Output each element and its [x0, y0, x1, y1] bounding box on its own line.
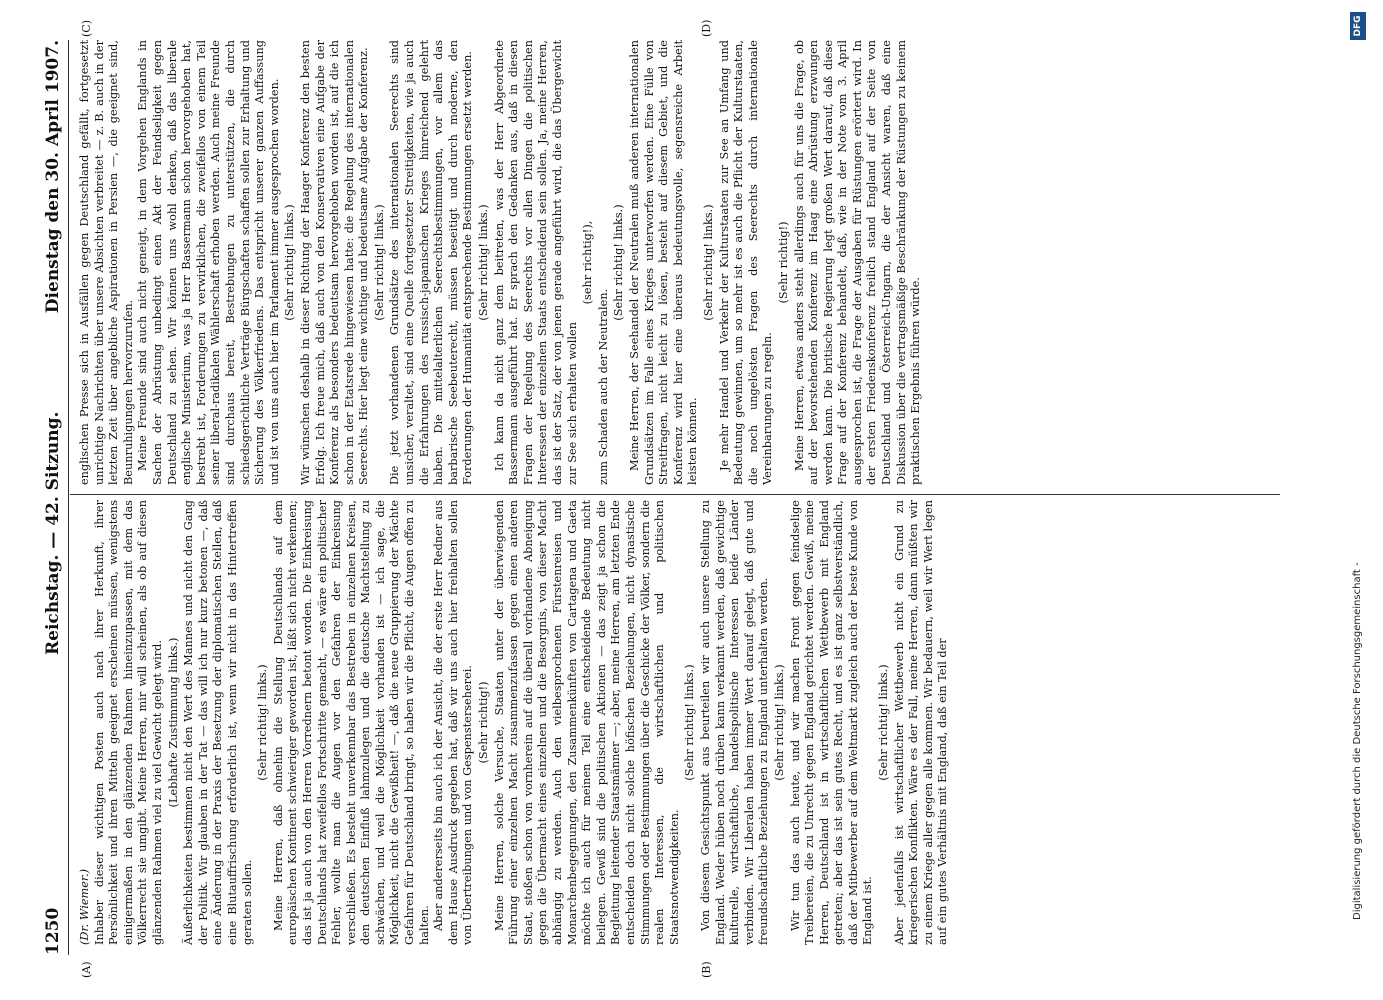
paragraph: Meine Herren, solche Versuche, Staaten unter der überwiegenden Führung einer einzelnen Macht zusammenzufassen gegen einen anderen Staat, stoßen schon von vornherein auf die überall vorhandene Abneigung gegen die Übermacht eines einzelnen und die Besorgnis, von dieser Macht abhängig zu werden. Auch den vielbesprochenen Fürstenreisen und Monarchenbegegnungen, den Zusammenkünften von Cartagena und Gaeta möchte ich auch für meinen Teil eine entscheidende Bedeutung nicht beilegen. Gewiß sind die politischen Aktionen — das zeigt ja schon die Begleitung leitender Staatsmänner —; aber, meine Herren, am letzten Ende entscheiden doch nicht solche höfischen Beziehungen, nicht dynastische Stimmungen oder Bestimmungen über die Geschicke der Völker, sondern die realen Interessen, die wirtschaftlichen und politischen Staatsnotwendigkeiten. — [492, 500, 681, 945]
interjection: (Sehr richtig! links.) — [877, 664, 891, 781]
margin-marker-c: (C) — [80, 20, 93, 37]
left-text-column — [78, 500, 951, 945]
paragraph: Wir wünschen deshalb in dieser Richtung der Haager Konferenz den besten Erfolg. Ich freue mich, daß auch von den Konservativen eine Aufgabe der Konferenz als besonders bedeutsam hervorgehoben worden ist, auf die ich schon in der Etatsrede hingewiesen hatte: die Regelung des internationalen Seerechts. Hier liegt eine wichtige und bedeutsame Aufgabe der Konferenz. — [298, 40, 371, 485]
dfg-logo: DFG — [1350, 12, 1366, 40]
paragraph: englischen Presse sich in Ausfällen gegen Deutschland gefällt, fortgesetzt unrichtige Nachrichten über unsere Absichten verbreitet — z. B. auch in der letzten Zeit über angebliche Aspirationen in Persien —, die geeignet sind, Beunruhigungen hervorzurufen. — [78, 40, 135, 485]
interjection: (Lebhafte Zustimmung links.) — [166, 637, 180, 808]
right-text-column — [78, 40, 924, 485]
paragraph: Meine Herren, daß ohnehin die Stellung Deutschlands auf dem europäischen Kontinent schwieriger geworden ist, läßt sich nicht verkennen; das ist ja auch von den Herren Vorrednern betont worden. Die Einkreisung Deutschlands hat zweifellos Fortschritte gemacht, — es wäre ein politischer Fehler, wollte man die Augen vor den Gefahren der Einkreisung verschließen. Es besteht unverkennbar das Bestreben in einzelnen Kreisen, den deutschen Einfluß lahmzulegen und die deutsche Machtstellung zu schwächen, und weil die Möglichkeit vorhanden ist — ich sage, die Möglichkeit, nicht die Gewißheit! —, daß die neue Gruppierung der Mächte Gefahren für Deutschland bringt, so haben wir die Pflicht, die Augen offen zu halten. — [271, 500, 431, 945]
margin-marker-d: (D) — [700, 19, 713, 37]
paragraph: Je mehr Handel und Verkehr der Kulturstaaten zur See an Umfang und Bedeutung gewinnen, um so mehr ist es auch die Pflicht der Kulturstaaten, die noch ungelösten Fragen des Seerechts durch internationale Vereinbarungen zu regeln. — [717, 40, 775, 485]
paragraph: zum Schaden auch der Neutralen. — [596, 288, 610, 485]
interjection: (Sehr richtig! links.) — [283, 204, 297, 321]
interjection: (Sehr richtig!) — [776, 221, 790, 304]
interjection: (sehr richtig!), — [581, 220, 595, 305]
interjection: (Sehr richtig! links.) — [683, 664, 697, 781]
interjection: (Sehr richtig! links.) — [701, 204, 715, 321]
interjection: (Sehr richtig! links.) — [477, 204, 491, 321]
paragraph: Meine Herren, etwas anders steht allerdings auch für uns die Frage, ob auf der bevorstehenden Konferenz im Haag eine Abrüstung erzwungen werden kann. Die britische Regierung legt großen Wert darauf, daß diese Frage auf der Konferenz behandelt, daß, wie in der Note vom 3. April ausgesprochen ist, die Frage der Ausgaben für Rüstungen erörtert wird. In der ersten Friedenskonferenz freilich stand England auf der Seite von Deutschland und Österreich-Ungarn, die der Ansicht waren, daß eine Diskussion über die vertragsmäßige Beschränkung der Rüstungen zu keinem praktischen Ergebnis führen würde. — [792, 40, 923, 485]
paragraph: Von diesem Gesichtspunkt aus beurteilen wir auch unsere Stellung zu England. Weder hüben noch drüben kann verkannt werden, daß gewichtige kulturelle, wirtschaftliche, handelspolitische Interessen beide Länder verbinden. Wir Liberalen haben immer Wert darauf gelegt, daß gute und freundschaftliche Beziehungen zu England unterhalten werden. — [698, 500, 771, 945]
paragraph: Aber jedenfalls ist wirtschaftlicher Wettbewerb nicht ein Grund zu kriegerischen Konflikten. Wäre es der Fall, meine Herren, dann müßten wir zu einem Kriege aller gegen alle kommen. Wir bedauern, weil wir Wert legen auf ein gutes Verhältnis mit England, daß ein Teil der — [892, 500, 950, 945]
paragraph: Die jetzt vorhandenen Grundsätze des internationalen Seerechts sind unsicher, veraltet, sind eine Quelle fortgesetzter Streitigkeiten, wie ja auch die Erfahrungen des russisch-japanischen Krieges hinreichend gelehrt haben. Die mittelalterlichen Seerechtsbestimmungen, vor allem das barbarische Seebeuterecht, müssen beseitigt und durch moderne, den Forderungen der Humanität entsprechende Bestimmungen ersetzt werden. — [388, 40, 475, 485]
interjection: (Sehr richtig! links.) — [256, 664, 270, 781]
header-rule — [68, 40, 69, 955]
session-title: Reichstag. — 42. Sitzung. — [43, 411, 63, 655]
paragraph: Aber andererseits bin auch ich der Ansicht, die der erste Herr Redner aus dem Hause Ausdruck gegeben hat, daß wir uns auch hier freihalten sollen von Übertreibungen und von Gespensterseherei. — [432, 500, 475, 945]
interjection: (Sehr richtig!) — [477, 681, 491, 764]
page-number: 1250 — [43, 907, 63, 955]
digitization-credit: Digitalisierung gefördert durch die Deutsche Forschungsgemeinschaft - — [1352, 562, 1363, 920]
margin-marker-a: (A) — [80, 961, 93, 978]
page-header — [40, 40, 66, 955]
paragraph: Wir tun das auch heute, und wir machen Front gegen feindselige Treibereien, die zu Unrecht gegen England gerichtet werden. Gewiß, meine Herren, Deutschland ist in wirtschaftlichen Wettbewerb mit England getreten; aber das ist sein gutes Recht, und es ist ganz selbstverständlich, daß der Mitbewerber auf dem Weltmarkt zugleich auch der beste Kunde von England ist. — [788, 500, 875, 945]
paragraph: Meine Herren, der Seehandel der Neutralen muß anderen internationalen Grundsätzen im Falle eines Krieges unterworfen werden. Eine Fülle von Streitfragen, nicht leicht zu lösen, besteht auf diesem Gebiet, und die Konferenz wird hier eine überaus bedeutungsvolle, segensreiche Arbeit leisten können. — [627, 40, 700, 485]
interjection: (Sehr richtig! links.) — [372, 204, 386, 321]
interjection: (Sehr richtig! links.) — [612, 204, 626, 321]
paragraph: Meine Freunde sind auch nicht geneigt, in dem Vorgehen Englands in Sachen der Abrüstung unbedingt einen Akt der Feindseligkeit gegen Deutschland zu sehen. Wir können uns wohl denken, daß das liberale englische Ministerium, was ja Herr Bassermann schon hervorgehoben hat, bestrebt ist, Forderungen zu verwirklichen, die zweifellos von einem Teil seiner liberal-radikalen Wählerschaft erhoben werden. Auch meine Freunde sind durchaus bereit, Bestrebungen zu unterstützen, die durch schiedsgerichtliche Verträge Bürgschaften schaffen sollen zur Erhaltung und Sicherung des Völkerfriedens. Das entspricht unserer ganzen Auffassung und ist von uns auch hier im Parlament immer ausgesprochen worden. — [136, 40, 281, 485]
interjection: (Sehr richtig! links.) — [772, 664, 786, 781]
column-divider — [70, 494, 1280, 495]
paragraph: Inhaber dieser wichtigen Posten auch nach ihrer Herkunft, ihrer Persönlichkeit und ihren Mitteln geeignet erscheinen müssen, wenigstens einigermaßen in den glänzenden Rahmen hineinzupassen, mit dem das Völkerrecht sie umgibt. Meine Herren, mir will scheinen, als ob auf diesen glänzenden Rahmen viel zu viel Gewicht gelegt wird. — [92, 500, 164, 945]
speaker-label: (Dr. Wiemer.) — [78, 868, 91, 945]
session-date: Dienstag den 30. April 1907. — [43, 40, 63, 314]
margin-marker-b: (B) — [700, 961, 713, 978]
paragraph: Äußerlichkeiten bestimmen nicht den Wert des Mannes und nicht den Gang der Politik. Wir glauben in der Tat — das will ich nur kurz betonen —, daß eine Änderung in der Praxis der Besetzung der diplomatischen Stellen, daß eine Blutauffrischung erforderlich ist, wenn wir nicht in das Hintertreffen geraten sollen. — [182, 500, 254, 945]
paragraph: Ich kann da nicht ganz dem beitreten, was der Herr Abgeordnete Bassermann ausgeführt hat. Er sprach den Gedanken aus, daß in diesen Fragen der Regelung des Seerechts vor allen Dingen die politischen Interessen der einzelnen Staats entscheidend sein sollen. Ja, meine Herren, das ist der Satz, der von jenen gerade angeführt wird, die das Übergewicht zur See sich erhalten wollen — [492, 40, 579, 485]
